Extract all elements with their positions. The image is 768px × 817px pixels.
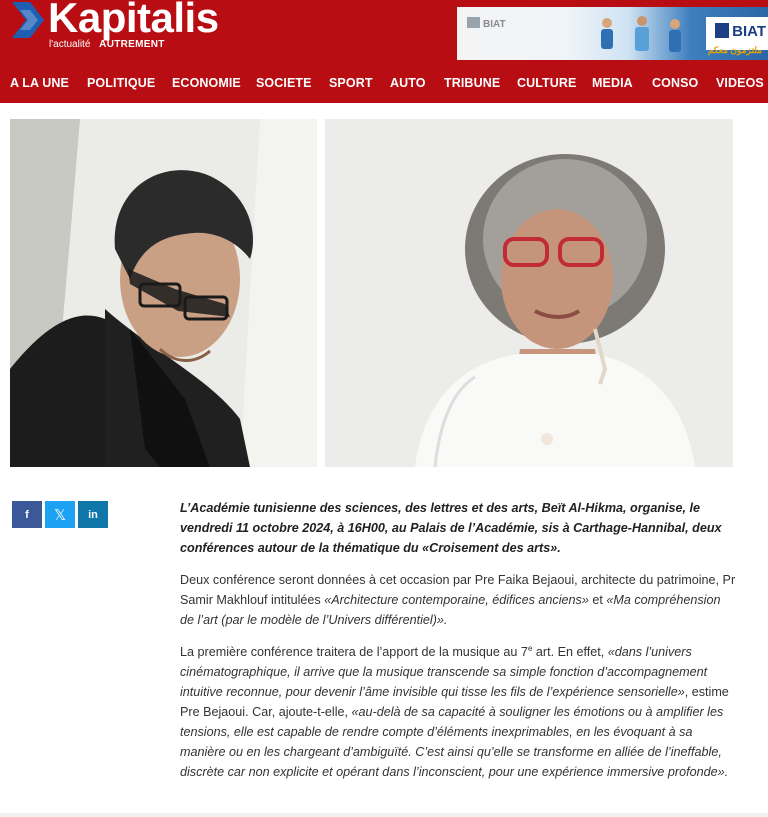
site-header xyxy=(0,0,768,103)
biat-logo-icon xyxy=(715,23,729,38)
linkedin-icon: in xyxy=(88,508,98,521)
page-bottom-divider xyxy=(0,813,768,817)
nav-item-media[interactable]: MEDIA xyxy=(592,75,633,90)
x-share-button[interactable] xyxy=(45,501,75,528)
ad-banner[interactable] xyxy=(457,7,768,60)
article-lead: L’Académie tunisienne des sciences, des lettres et des arts, Beït Al-Hikma, organise, le vendredi 11 octobre 2024, à 16H00, au Palais de l’Académie, sis à Carthage-Hannibal, deux conférences autour de la thématique du «Croisement des arts». xyxy=(180,501,722,555)
nav-item-politique[interactable]: POLITIQUE xyxy=(87,75,156,90)
facebook-share-button[interactable] xyxy=(12,501,42,528)
banner-people-image xyxy=(587,13,697,60)
logo-wordmark: Kapitalis xyxy=(48,0,219,41)
banner-arabic-text: ملتزمون معكم xyxy=(707,45,762,55)
nav-item-tribune[interactable]: TRIBUNE xyxy=(444,75,501,90)
logo-tagline-a: l'actualité xyxy=(49,39,91,50)
nav-item-culture[interactable]: CULTURE xyxy=(517,75,577,90)
article-body xyxy=(180,498,736,794)
linkedin-share-button[interactable] xyxy=(78,501,108,528)
article-photo-woman xyxy=(325,119,733,467)
facebook-icon: f xyxy=(25,508,29,521)
x-icon: 𝕏 xyxy=(53,506,67,524)
banner-left-label: BIAT xyxy=(467,17,506,30)
nav-item-economie[interactable]: ECONOMIE xyxy=(172,75,241,90)
article-paragraph-1: Deux conférence seront données à cet occasion par Pre Faika Bejaoui, architecte du patrimoine, Pr Samir Makhlouf intitulées «Architecture contemporaine, édifices anciens» et «Ma compréhension de l’art (par le modèle de l’Univers différentiel)». xyxy=(180,573,736,627)
article-paragraph-2: La première conférence traitera de l’apport de la musique au 7e art. En effet, «dans l’univers cinématographique, il arrive que la musique transcende sa simple fonction d’accompagnement intuitive reconnue, pour devenir l’âme invisible qui tisse les fils de l’expérience sensorielle», estime Pre Bejaoui. Car, ajoute-t-elle, «au-delà de sa capacité à souligner les émotions ou à amplifier les tensions, elle est capable de rendre compte d’éléments inexprimables, en les évoquant à sa manière ou en les chargeant d’ambiguïté. C’est ainsi qu’elle se transforme en alliée de l’ineffable, discrète car non explicite et opérant dans l’inconscient, pour une expérience immersive profonde». xyxy=(180,644,729,779)
site-logo[interactable] xyxy=(0,0,250,62)
nav-item-videos[interactable]: VIDEOS xyxy=(716,75,764,90)
nav-item-societe[interactable]: SOCIETE xyxy=(256,75,312,90)
banner-logo: BIAT xyxy=(715,23,766,40)
bank-icon xyxy=(467,17,480,28)
article-photo-man xyxy=(10,119,317,467)
nav-item-auto[interactable]: AUTO xyxy=(390,75,426,90)
logo-chevron-icon xyxy=(8,0,48,40)
main-nav xyxy=(0,62,768,103)
nav-item-a-la-une[interactable]: A LA UNE xyxy=(10,75,69,90)
nav-item-conso[interactable]: CONSO xyxy=(652,75,699,90)
logo-tagline-b: AUTREMENT xyxy=(99,39,165,50)
share-buttons xyxy=(12,501,108,528)
nav-item-sport[interactable]: SPORT xyxy=(329,75,373,90)
logo-tagline xyxy=(49,39,165,50)
